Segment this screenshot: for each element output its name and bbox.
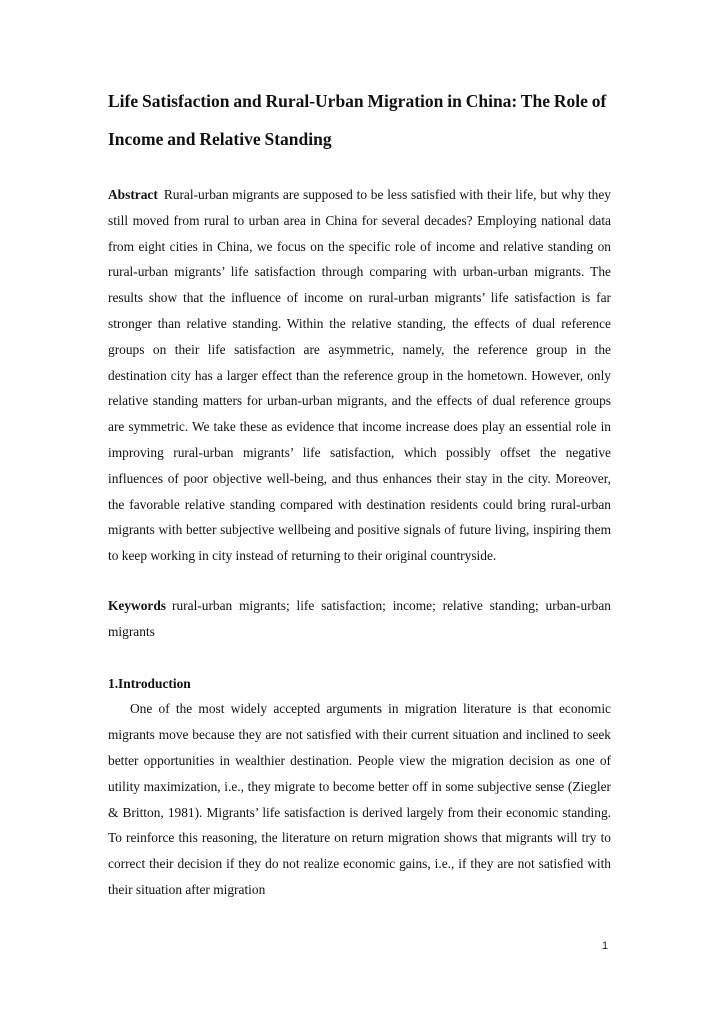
keywords-label: Keywords xyxy=(108,597,167,613)
introduction-paragraph: One of the most widely accepted arguments in migration literature is that economic migrants move because they are not satisfied with their current situation and inclined to seek better opportunities in wealthier destination. People view the migration decision as one of utility maximization, i.e., they migrate to become better off in some subjective sense (Ziegler & Britton, 1981). Migrants’ life satisfaction is derived largely from their economic standing. To reinforce this reasoning, the literature on return migration shows that migrants will try to correct their decision if they do not realize economic gains, i.e., if they are not satisfied with their situation after migration xyxy=(108,701,611,897)
paper-title: Life Satisfaction and Rural-Urban Migration in China: The Role of Income and Relative Standing xyxy=(108,91,607,149)
introduction-heading: 1.Introduction xyxy=(108,675,191,691)
abstract-text: Rural-urban migrants are supposed to be less satisfied with their life, but why they still moved from rural to urban area in China for several decades? Employing national data from eight cities in China, we focus on the specific role of income and relative standing on rural-urban migrants’ life satisfaction through comparing with urban-urban migrants. The results show that the influence of income on rural-urban migrants’ life satisfaction is far stronger than relative standing. Within the relative standing, the effects of dual reference groups on their life satisfaction are asymmetric, namely, the reference group in the destination city has a larger effect than the reference group in the hometown. However, only relative standing matters for urban-urban migrants, and the effects of dual reference groups are symmetric. We take these as evidence that income increase does play an essential role in improving rural-urban migrants’ life satisfaction, which possibly offset the negative influences of poor objective well-being, and thus enhances their stay in the city. Moreover, the favorable relative standing compared with destination residents could bring rural-urban migrants with better subjective wellbeing and positive signals of future living, inspiring them to keep working in city instead of returning to their original countryside. xyxy=(108,187,611,564)
page-number: 1 xyxy=(601,940,609,952)
paper-page xyxy=(108,82,611,903)
keywords-text: rural-urban migrants; life satisfaction; income; relative standing; urban-urban migrants xyxy=(108,597,611,639)
keywords-paragraph xyxy=(108,593,611,645)
abstract-label: Abstract xyxy=(108,187,158,202)
abstract-paragraph xyxy=(108,182,611,569)
